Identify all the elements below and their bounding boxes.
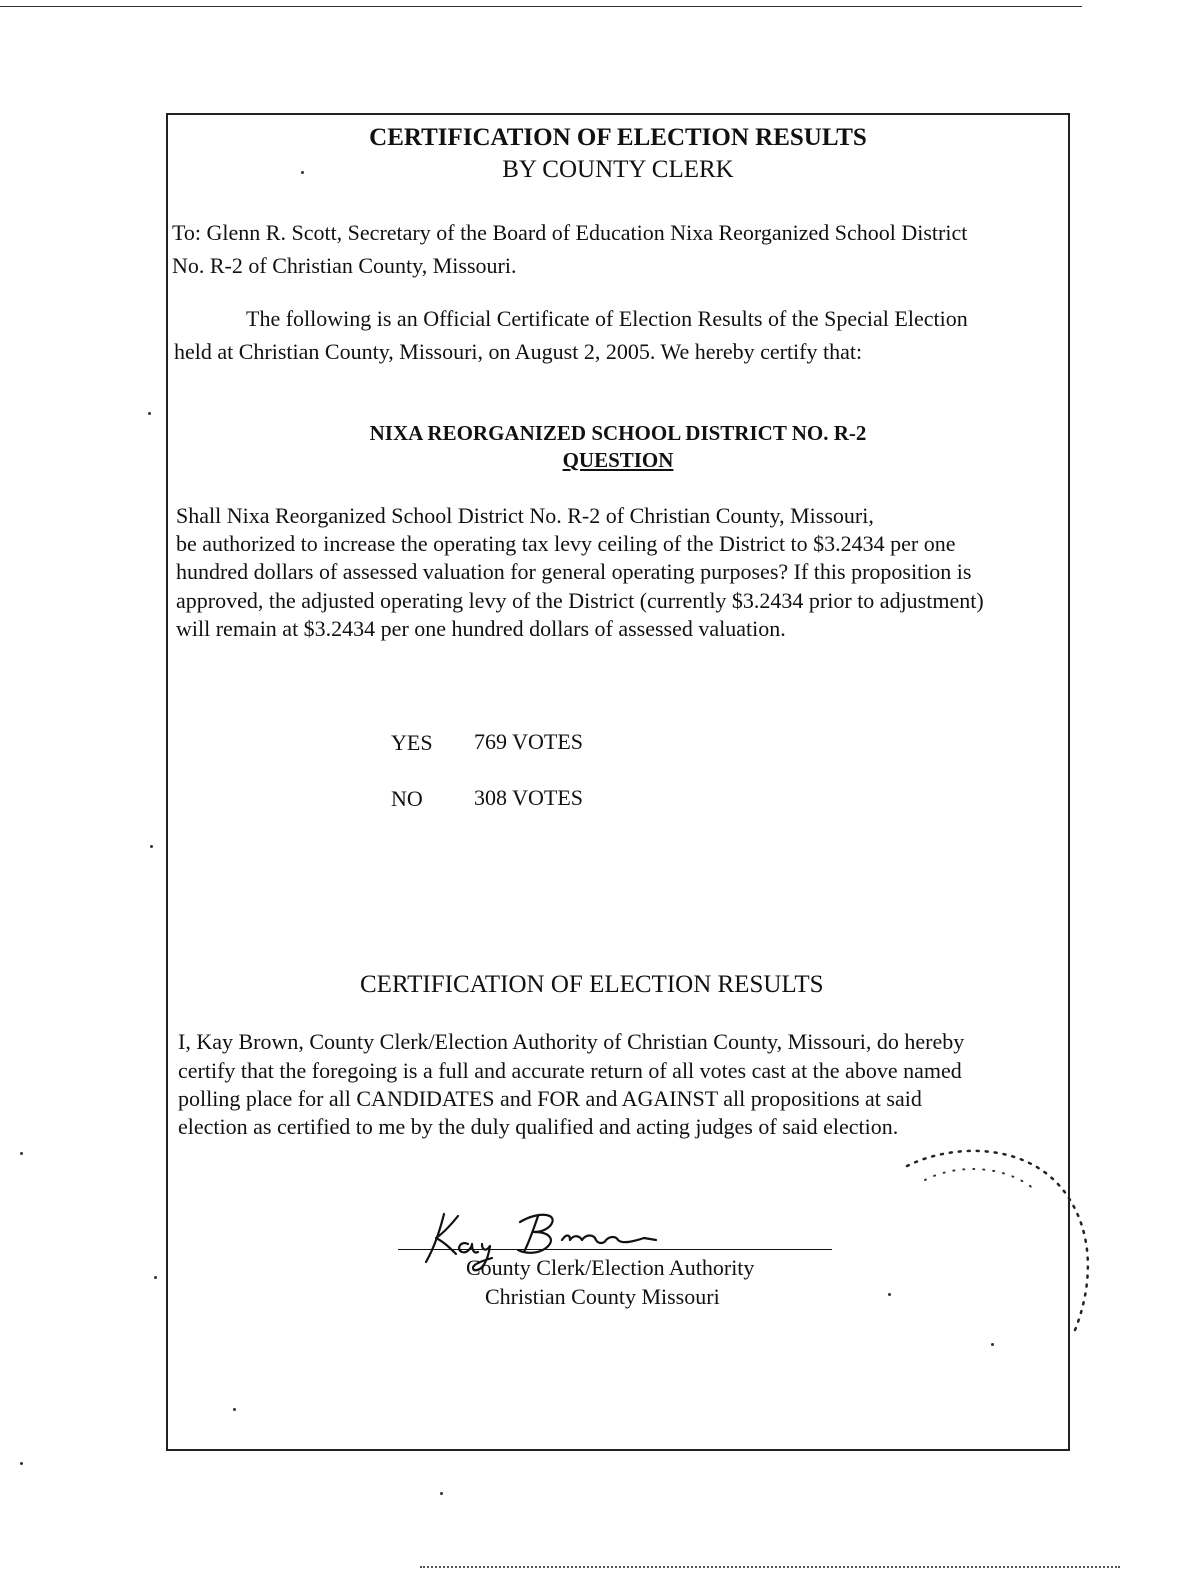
signer-title-line-2: Christian County Missouri bbox=[485, 1284, 720, 1309]
page-bottom-edge bbox=[420, 1566, 1120, 1568]
scan-speck bbox=[233, 1408, 236, 1411]
intro-line-1: The following is an Official Certificate of Election Results of the Special Election bbox=[246, 306, 968, 331]
signature-line bbox=[398, 1249, 832, 1250]
result-no-votes: 308 VOTES bbox=[474, 785, 583, 810]
result-yes-votes: 769 VOTES bbox=[474, 729, 583, 754]
result-no-label: NO bbox=[391, 786, 423, 811]
result-yes-label: YES bbox=[391, 730, 433, 755]
question-line-1: Shall Nixa Reorganized School District No. R-2 of Christian County, Missouri, bbox=[176, 503, 874, 528]
scan-speck bbox=[440, 1492, 443, 1495]
district-heading: NIXA REORGANIZED SCHOOL DISTRICT NO. R-2 bbox=[369, 421, 867, 445]
scan-speck bbox=[301, 171, 304, 174]
scan-speck bbox=[154, 1276, 157, 1279]
scan-speck bbox=[20, 1152, 23, 1155]
embossed-seal bbox=[895, 1140, 1105, 1350]
question-line-5: will remain at $3.2434 per one hundred dollars of assessed valuation. bbox=[176, 616, 786, 641]
addressee-line-1: To: Glenn R. Scott, Secretary of the Board of Education Nixa Reorganized School District bbox=[172, 220, 968, 245]
page-top-edge bbox=[0, 6, 1082, 7]
scan-speck bbox=[888, 1293, 891, 1296]
certification-heading: CERTIFICATION OF ELECTION RESULTS bbox=[360, 971, 824, 998]
question-heading-text: QUESTION bbox=[562, 448, 674, 472]
certification-line-4: election as certified to me by the duly qualified and acting judges of said election. bbox=[178, 1114, 899, 1139]
title-line-1: CERTIFICATION OF ELECTION RESULTS bbox=[369, 124, 867, 151]
intro-line-2: held at Christian County, Missouri, on August 2, 2005. We hereby certify that: bbox=[174, 339, 863, 364]
certification-line-2: certify that the foregoing is a full and accurate return of all votes cast at the above named bbox=[178, 1058, 962, 1083]
title-line-2: BY COUNTY CLERK bbox=[502, 156, 734, 183]
question-line-4: approved, the adjusted operating levy of the District (currently $3.2434 prior to adjustment) bbox=[176, 588, 984, 613]
certification-line-3: polling place for all CANDIDATES and FOR and AGAINST all propositions at said bbox=[178, 1086, 922, 1111]
question-heading bbox=[166, 446, 1070, 474]
scan-speck bbox=[991, 1343, 994, 1346]
scan-speck bbox=[150, 845, 153, 848]
scan-speck bbox=[20, 1462, 23, 1465]
signer-title-line-1: County Clerk/Election Authority bbox=[466, 1255, 755, 1280]
question-line-2: be authorized to increase the operating tax levy ceiling of the District to $3.2434 per one bbox=[176, 531, 956, 556]
addressee-line-2: No. R-2 of Christian County, Missouri. bbox=[172, 253, 517, 278]
scan-speck bbox=[148, 412, 151, 415]
question-line-3: hundred dollars of assessed valuation for general operating purposes? If this proposition is bbox=[176, 559, 972, 584]
certification-line-1: I, Kay Brown, County Clerk/Election Authority of Christian County, Missouri, do hereby bbox=[178, 1029, 965, 1054]
